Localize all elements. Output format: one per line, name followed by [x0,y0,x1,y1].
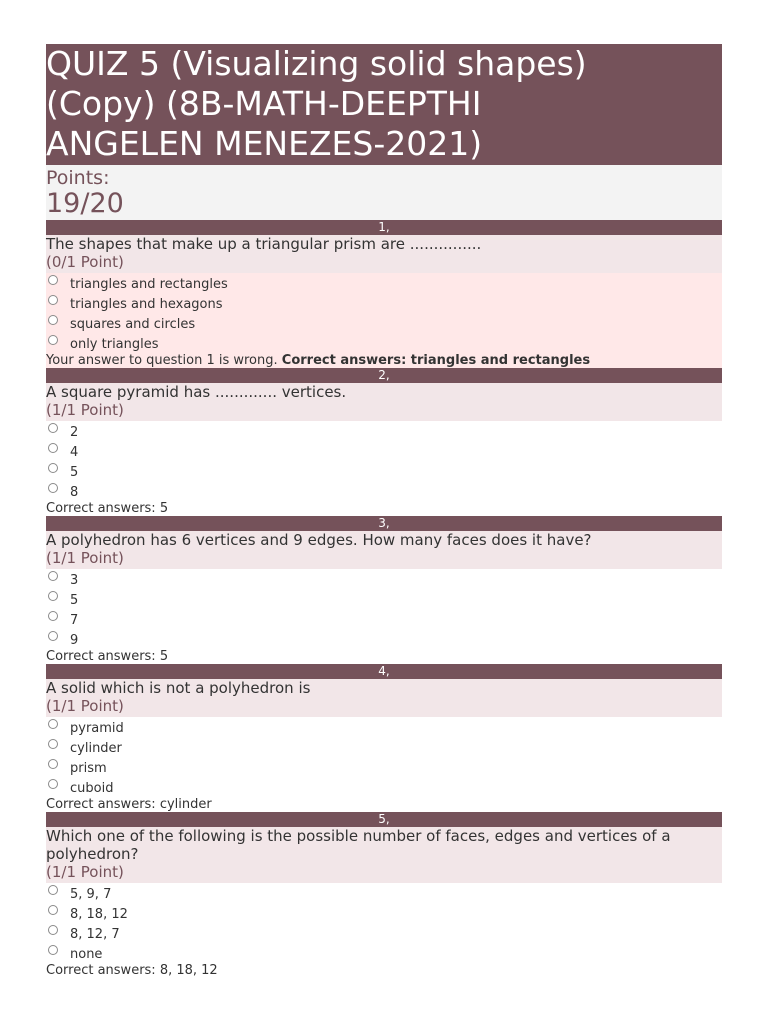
radio-button-icon[interactable] [48,945,58,955]
option-item[interactable] [46,589,722,609]
option-label: 2 [70,425,79,440]
option-label: cylinder [70,741,122,756]
option-item[interactable] [46,737,722,757]
title-line: ANGELEN MENEZES-2021) [46,124,483,163]
option-label: 7 [70,613,79,628]
question-block [46,664,722,812]
option-item[interactable] [46,461,722,481]
points-summary [46,165,722,220]
question-number: 4, [46,664,722,679]
option-item[interactable] [46,717,722,737]
question-options [46,883,722,978]
correct-answer: Correct answers: cylinder [46,797,212,812]
option-item[interactable] [46,629,722,649]
question-block [46,812,722,978]
option-label: 3 [70,573,79,588]
quiz-title [46,44,722,165]
option-label: prism [70,761,107,776]
option-item[interactable] [46,421,722,441]
radio-button-icon[interactable] [48,275,58,285]
option-label: 4 [70,445,79,460]
radio-button-icon[interactable] [48,443,58,453]
radio-button-icon[interactable] [48,739,58,749]
title-line: QUIZ 5 (Visualizing solid shapes) [46,44,587,83]
question-block [46,516,722,664]
question-block [46,220,722,368]
radio-button-icon[interactable] [48,315,58,325]
radio-button-icon[interactable] [48,885,58,895]
question-points: (1/1 Point) [46,549,124,567]
option-label: 5 [70,465,79,480]
option-item[interactable] [46,943,722,963]
radio-button-icon[interactable] [48,463,58,473]
option-item[interactable] [46,441,722,461]
option-item[interactable] [46,609,722,629]
question-number: 3, [46,516,722,531]
option-label: 9 [70,633,79,648]
question-header [46,679,722,717]
question-options [46,569,722,664]
option-label: pyramid [70,721,124,736]
correct-answer: Correct answers: 8, 18, 12 [46,963,218,978]
option-item[interactable] [46,777,722,797]
radio-button-icon[interactable] [48,631,58,641]
option-label: squares and circles [70,317,196,332]
question-points: (0/1 Point) [46,253,124,271]
wrong-message: Your answer to question 1 is wrong. [46,353,278,368]
question-block [46,368,722,516]
option-item[interactable] [46,313,722,333]
option-item[interactable] [46,883,722,903]
correct-answer: Correct answers: triangles and rectangles [281,353,591,368]
radio-button-icon[interactable] [48,905,58,915]
option-label: triangles and hexagons [70,297,223,312]
option-item[interactable] [46,333,722,353]
option-item[interactable] [46,903,722,923]
radio-button-icon[interactable] [48,591,58,601]
option-item[interactable] [46,481,722,501]
radio-button-icon[interactable] [48,925,58,935]
question-list [46,220,722,978]
question-header [46,235,722,273]
correct-answer: Correct answers: 5 [46,501,169,516]
question-header [46,827,722,883]
option-label: 5 [70,593,79,608]
option-item[interactable] [46,923,722,943]
option-label: 8, 18, 12 [70,907,128,922]
question-options [46,273,722,368]
option-label: 5, 9, 7 [70,887,112,902]
points-label: Points: [46,167,110,189]
option-label: cuboid [70,781,114,796]
radio-button-icon[interactable] [48,719,58,729]
option-label: only triangles [70,337,159,352]
option-item[interactable] [46,757,722,777]
question-header [46,383,722,421]
radio-button-icon[interactable] [48,571,58,581]
option-label: triangles and rectangles [70,277,228,292]
option-item[interactable] [46,293,722,313]
radio-button-icon[interactable] [48,779,58,789]
radio-button-icon[interactable] [48,759,58,769]
option-item[interactable] [46,273,722,293]
question-options [46,717,722,812]
question-text: A solid which is not a polyhedron is [46,679,311,697]
option-label: 8, 12, 7 [70,927,120,942]
option-label: none [70,947,103,962]
question-text: A square pyramid has ............. vertices. [46,383,347,401]
question-points: (1/1 Point) [46,697,124,715]
question-number: 1, [46,220,722,235]
question-header [46,531,722,569]
answer-feedback [46,353,722,368]
title-line: (Copy) (8B-MATH-DEEPTHI [46,84,482,123]
radio-button-icon[interactable] [48,611,58,621]
question-text: The shapes that make up a triangular prism are ............... [46,235,482,253]
question-text: A polyhedron has 6 vertices and 9 edges. How many faces does it have? [46,531,592,549]
question-points: (1/1 Point) [46,863,124,881]
option-label: 8 [70,485,79,500]
question-points: (1/1 Point) [46,401,124,419]
question-number: 5, [46,812,722,827]
radio-button-icon[interactable] [48,295,58,305]
radio-button-icon[interactable] [48,423,58,433]
correct-answer: Correct answers: 5 [46,649,169,664]
points-value: 19/20 [46,188,124,219]
radio-button-icon[interactable] [48,483,58,493]
option-item[interactable] [46,569,722,589]
quiz-document [46,44,722,978]
question-text: Which one of the following is the possible number of faces, edges and vertices of a polyhedron? [46,827,671,863]
question-options [46,421,722,516]
question-number: 2, [46,368,722,383]
radio-button-icon[interactable] [48,335,58,345]
